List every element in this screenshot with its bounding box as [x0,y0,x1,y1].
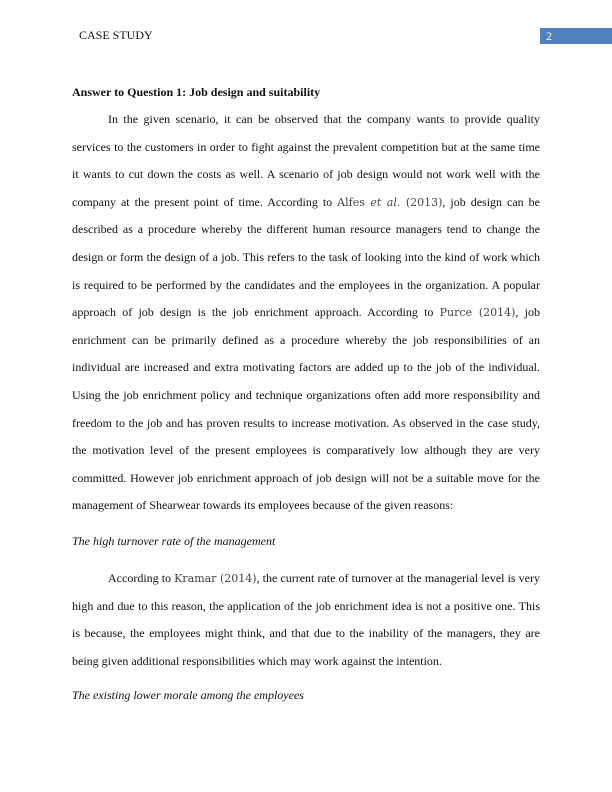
text-line [72,570,540,587]
text-line [72,359,540,375]
text-line [72,598,540,614]
text-segment: committed. However job enrichment approach of job design will not be a suitable move for the [72,470,540,485]
text-segment: services to the customers in order to fight against the prevalent competition but at the same time [72,139,540,154]
text-segment: , job design can be [442,194,540,209]
text-line [72,497,540,513]
text-line [72,221,540,237]
text-segment: freedom to the job and has proven results to increase motivation. As observed in the case study, [72,415,540,430]
text-line [72,166,540,182]
text-segment: it wants to cut down the costs as well. A scenario of job design would not work well with the [72,167,540,182]
text-segment: According to [108,571,175,585]
text-line [72,249,540,265]
text-segment: In the given scenario, it can be observed that the company wants to provide quality [108,112,540,126]
text-line [72,625,540,641]
text-line [72,194,540,211]
text-line [72,139,540,155]
text-line [72,387,540,403]
text-segment: , job [515,305,540,320]
running-header: CASE STUDY [79,28,153,42]
text-segment: high and due to this reason, the application of the job enrichment idea is not a positive one. This [72,598,540,613]
citation: et al. [370,195,401,209]
text-line [72,442,540,458]
text-segment: enrichment can be primarily defined as a procedure whereby the job responsibilities of an [72,332,540,347]
citation: Kramar (2014) [174,572,257,585]
text-line [72,653,540,669]
text-line [72,277,540,293]
citation: (2013) [400,195,443,209]
text-segment: is required to be performed by the candidates and the employees in the organization. A popular [72,277,540,292]
text-segment: Using the job enrichment policy and technique organizations often add more responsibility and [72,388,540,402]
text-segment: is because, the employees might think, and that due to the inability of the managers, they are [72,626,540,641]
text-line [72,415,540,431]
text-line [72,304,540,321]
section-heading: Answer to Question 1: Job design and suitability [72,85,321,99]
text-segment: being given additional responsibilities which may work against the intention. [72,653,442,668]
text-segment: design or form the design of a job. This refers to the task of looking into the kind of work which [72,250,540,264]
subheading-turnover: The high turnover rate of the management [72,534,276,548]
citation: Purce (2014) [439,306,516,320]
text-segment: , the current rate of turnover at the managerial level is very [256,571,541,585]
citation: Alfes [337,195,371,209]
text-line [72,111,540,127]
text-line [72,332,540,348]
text-segment: described as a procedure whereby the different human resource managers tend to change the [72,222,540,237]
text-line [72,470,540,486]
text-segment: individual are increased and extra motivating factors are added up to the job of the individual. [72,360,540,375]
text-segment: the motivation level of the present employees is comparatively low although they are very [72,443,540,458]
subheading-morale: The existing lower morale among the employees [72,688,304,702]
text-segment: management of Shearwear towards its employees because of the given reasons: [72,498,454,513]
text-segment: approach of job design is the job enrichment approach. According to [72,305,440,320]
page-number: 2 [540,28,612,44]
text-segment: company at the present point of time. According to [72,194,338,209]
